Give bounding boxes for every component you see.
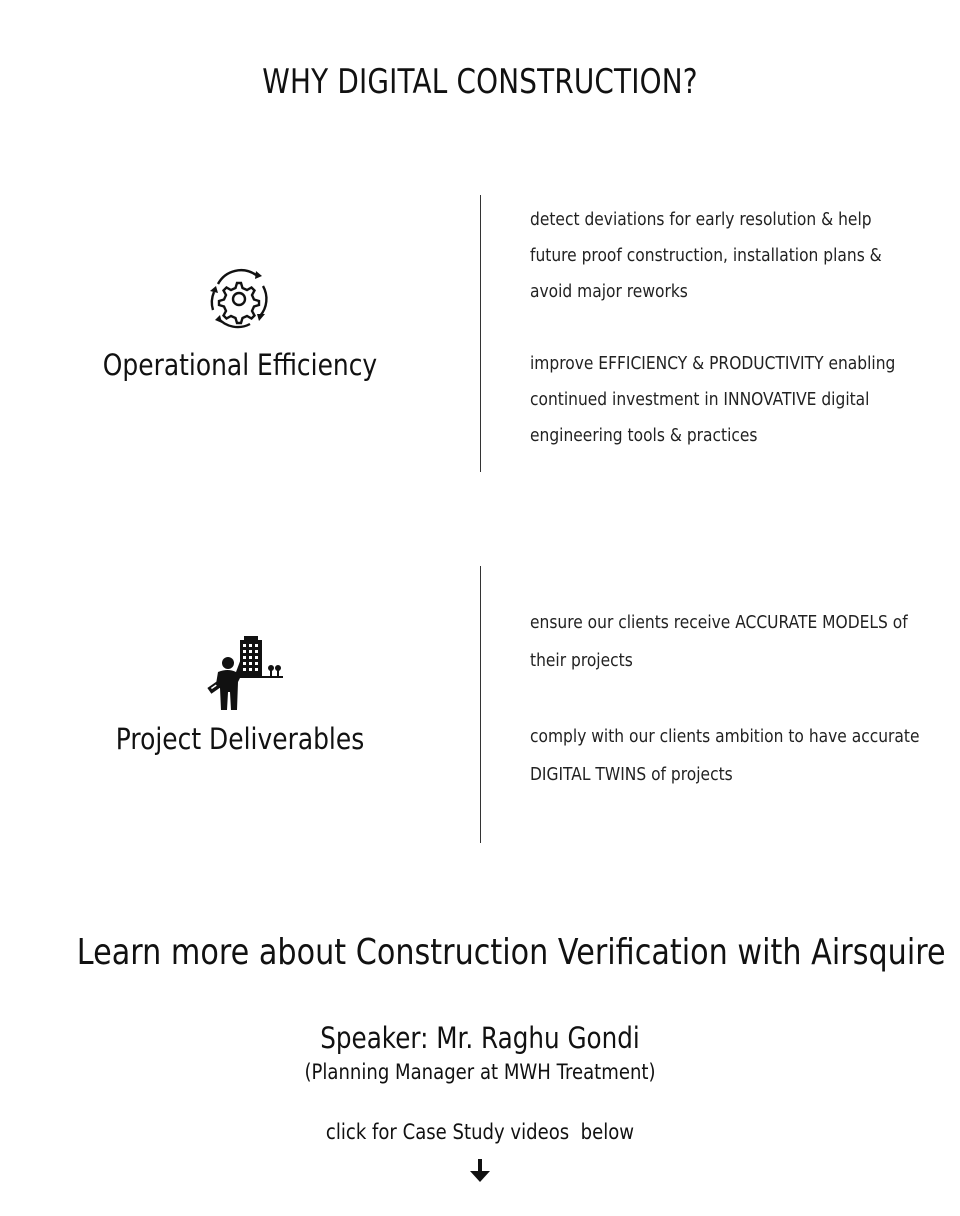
speaker-role: (Planning Manager at MWH Treatment) (304, 1060, 656, 1084)
case-study-link[interactable]: click for Case Study videos below (325, 1120, 635, 1144)
description-paragraph: detect deviations for early resolution & help future proof construction, installation plans & avoid major reworks (530, 209, 882, 302)
gear-cycle-icon (204, 264, 274, 334)
section-description (530, 604, 940, 794)
divider (480, 566, 481, 843)
arrow-down-icon[interactable] (469, 1158, 491, 1184)
divider (480, 195, 481, 472)
page-title: WHY DIGITAL CONSTRUCTION? (262, 62, 698, 102)
description-paragraph: improve EFFICIENCY & PRODUCTIVITY enabling continued investment in INNOVATIVE digital engineering tools & practices (530, 353, 896, 446)
engineer-building-icon (204, 632, 286, 714)
section-heading: Project Deliverables (115, 722, 365, 756)
speaker-name: Speaker: Mr. Raghu Gondi (320, 1021, 640, 1055)
description-paragraph: comply with our clients ambition to have accurate DIGITAL TWINS of projects (530, 726, 920, 785)
section-description (530, 202, 940, 454)
learn-more-title: Learn more about Construction Verification with Airsquire (76, 932, 946, 973)
section-heading: Operational Efficiency (102, 348, 378, 382)
description-paragraph: ensure our clients receive ACCURATE MODELS of their projects (530, 612, 908, 671)
